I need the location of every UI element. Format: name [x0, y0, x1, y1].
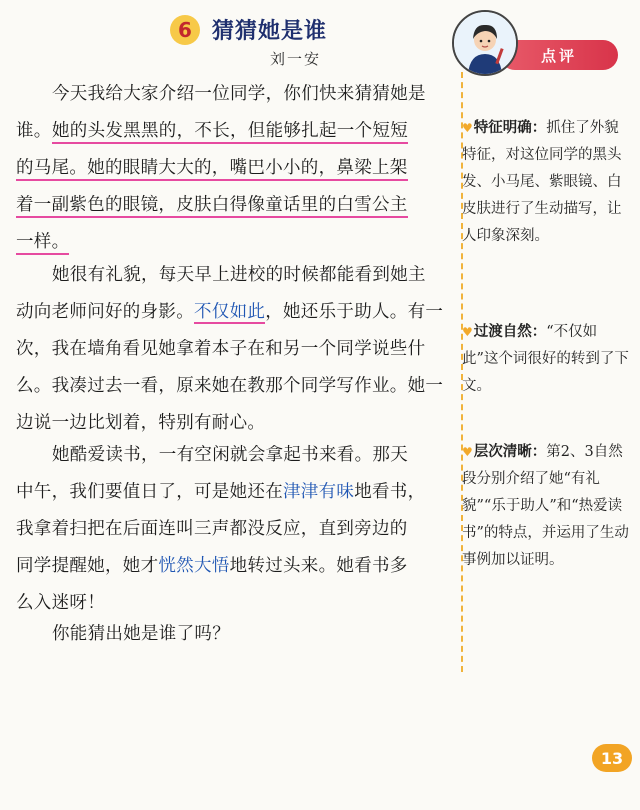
note-body: 第2、3自然段分别介绍了她“有礼貌”“乐于助人”和“热爱读书”的特点，并运用了生动事例加以证明。: [462, 444, 629, 568]
note-body: 抓住了外貌特征，对这位同学的黑头发、小马尾、紫眼镜、白皮肤进行了生动描写，让人印象深刻。: [462, 120, 622, 244]
underlined-text: 她的头发黑黑的，不长，但能够扎起一个短短: [52, 121, 408, 144]
paragraph-5: [16, 616, 456, 653]
underlined-text: 一样。: [16, 232, 69, 255]
highlighted-word: 恍然大悟: [158, 556, 230, 576]
text-span: 地转过头来。她看书多: [229, 556, 408, 576]
heart-icon: ♥: [462, 325, 473, 339]
paragraph-4: [16, 437, 456, 622]
paragraph-3-line: 么。我凑过去一看，原来她在教那个同学写作业。她一: [16, 376, 444, 396]
comment-note-2: [462, 318, 630, 400]
paragraph-4-line: [16, 474, 456, 511]
paragraph-3-line: [16, 294, 456, 331]
paragraph-2: [16, 113, 456, 261]
paragraph-5-text: 你能猜出她是谁了吗？: [52, 624, 230, 644]
comment-note-3: [462, 438, 630, 574]
paragraph-1-text: 今天我给大家介绍一位同学，你们快来猜猜她是谁。: [16, 84, 426, 141]
heart-icon: ♥: [462, 121, 473, 135]
lesson-title: [170, 14, 327, 45]
teacher-avatar-icon: [452, 10, 518, 76]
paragraph-4-line: [16, 548, 456, 585]
text-span: 同学提醒她，她才: [16, 556, 159, 576]
page-title: 猜猜她是谁: [212, 19, 328, 44]
heart-icon: ♥: [462, 445, 473, 459]
note-body: “不仅如此”这个词很好的转到了下文。: [462, 324, 629, 394]
underlined-text: 着一副紫色的眼镜，皮肤白得像童话里的白雪公主: [16, 195, 408, 218]
author-name: 刘一安: [270, 50, 322, 68]
paragraph-4-line: 么入迷呀！: [16, 593, 105, 613]
paragraph-3: [16, 257, 456, 442]
lesson-number-badge: 6: [170, 15, 200, 45]
paragraph-3-line: 次，我在墙角看见她拿着本子在和另一个同学说些什: [16, 339, 426, 359]
comment-header: [452, 10, 632, 76]
paragraph-3-line: 她很有礼貌，每天早上进校的时候都能看到她主: [52, 265, 426, 285]
note-heading: 过渡自然：: [473, 323, 547, 340]
paragraph-4-line: 她酷爱读书，一有空闲就会拿起书来看。那天: [52, 445, 408, 465]
highlighted-phrase: 不仅如此: [194, 302, 266, 322]
paragraph-3-line: 边说一边比划着，特别有耐心。: [16, 413, 266, 433]
text-span: 地看书，: [354, 482, 426, 502]
page-number: 13: [592, 744, 632, 772]
text-span: 动向老师问好的身影。: [16, 302, 194, 322]
note-heading: 层次清晰：: [473, 443, 547, 460]
comment-label: 点评: [500, 40, 618, 70]
text-span: 中午，我们要值日了，可是她还在: [16, 482, 283, 502]
paragraph-4-line: 我拿着扫把在后面连叫三声都没反应，直到旁边的: [16, 519, 408, 539]
comment-note-1: [462, 114, 630, 250]
note-heading: 特征明确：: [473, 119, 547, 136]
text-span: ，她还乐于助人。有一: [265, 302, 444, 322]
highlighted-word: 津津有味: [283, 482, 355, 502]
underlined-text: 的马尾。她的眼睛大大的，嘴巴小小的，鼻梁上架: [16, 158, 408, 181]
